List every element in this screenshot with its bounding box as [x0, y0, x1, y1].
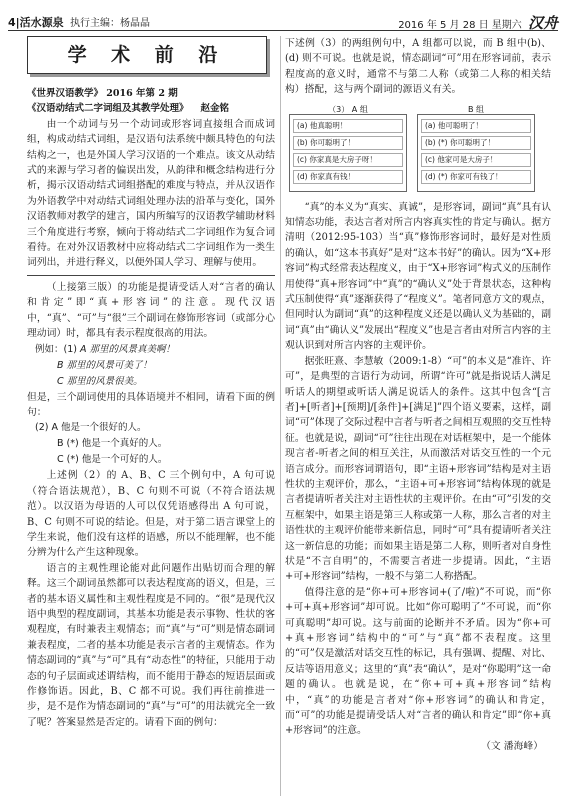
figure-b-box — [417, 114, 535, 192]
abstract-paragraph: 由一个动词与另一个动词或形容词直接组合而成词组，构成动结式词组，是汉语句法系统中颇具特色的句法结构之一，也是外国人学习汉语的一个难点。该文从动结式的来源与学习者的偏误出发，从韵律和概念结构进行分析，揭示汉语动结式词组搭配的难度与特点，并从汉语作为外语教学中对动结式词组处理办法的沿革与变化，国外汉语教师对教学的建言，国内所编写的汉语教学辅助材料三个角度进行考察，倾向于将动结式二字词组作为复合词看待。在对外汉语教材中应将动结式二字词组作为一类生词列出，并进行释义，以便外国人学习、理解与使用。 — [27, 118, 275, 269]
example-2-label: (2) — [35, 422, 49, 434]
figure-a-item: (a) 他真聪明！ — [293, 119, 403, 133]
example-2-c: C (*) 他是一个可好的人。 — [57, 454, 168, 466]
left-column — [27, 36, 275, 730]
right-paragraph-4: 值得注意的是“你+可+形容词+(了/啦)”不可说，而“你+可+真+形容词”却可说。比如“你可聪明了”不可说，而“你可真聪明”却可说。这与前面的论断并不矛盾。因为“你+可+真+形容词”结构中的“可”与“真”都不表程度。这里的“可”仅是激活对话交互性的标记，具有强调、提醒、对比、反诘等语用意义；这里的“真”表“确认”，是对“你聪明”这一命题的确认。也就是说，在“你+可+真+形容词”结构中，“真”的功能是言者对“你+形容词”的确认和肯定，而“可”的功能是提请受话人对“言者的确认和肯定”即“你+真+形容词”的注意。 — [285, 586, 551, 737]
paragraph-4: 上述例（2）的 A、B、C 三个例句中，A 句可说（符合语法规范），B、C 句则不可说（不符合语法规范）。以汉语为母语的人可以仅凭语感得出 A 句可说，B、C 句则不可说的结论。但是，对于第二语言课堂上的学生来说，他们没有这样的语感，所以不能理解，也不能分辨为什么产生这种现象。 — [27, 470, 275, 559]
right-paragraph-3: 据张旺熹、李慧敏（2009:1-8）“可”的本义是“准许、许可”，是典型的言语行为动词，所谓“许可”就是指说话人满足听话人的期望或听话人满足说话人的条件。这其中包含“[言者]+[听者]+[预期]/[条件]+[满足]”四个语义要素，这样，副词“可”体现了交际过程中言者与听者之间相互观照的交互性特征。也就是说，副词“可”往往出现在对话框架中，是一个能体现言者-听者之间的相互关注，从而激活对话交互性的一个元语言成分。而形容词谓语句，即“主语+形容词”结构是对主语性状的主观评价，那么，“主语+可+形容词”结构体现的就是言者提请听者关注对主语性状的主观评价。在由“可”引发的交互框架中，如果主语是第三人称或第一人称，那么言者的对主语性状的主观评价能带来新信息，同时“可”具有提请听者关注这一新信息的功能；而如果主语是第二人称，则听者对自身性状是“不言自明”的，不需要言者进一步提请。因此，“主语+可+形容词”结构，一般不与第二人称搭配。 — [285, 355, 551, 583]
figure-b-item: (d) (*) 你家可有钱了！ — [421, 170, 531, 184]
figure-a-label: （3） A 组 — [328, 104, 368, 114]
page-header — [8, 6, 558, 32]
example-1 — [27, 342, 275, 390]
paragraph-3: 但是，三个副词使用的具体语境并不相同，请看下面的例句： — [27, 391, 275, 418]
article-author: 赵金铭 — [200, 103, 230, 115]
section-title: 学 术 前 沿 — [27, 36, 267, 74]
page-section: 4|活水源泉 — [8, 16, 64, 29]
right-paragraph-1: 下述例（3）的两组例句中，A 组都可以说，而 B 组中(b)、(d) 则不可说。也就是说，情态副词“可”用在形容词前，表示程度高的意义时，通常不与第二人称（或第二人称的相关结构）搭配，这与两个副词的源语义有关。 — [285, 38, 551, 96]
editor-credit: 执行主编：杨晶晶 — [70, 18, 151, 29]
header-rule — [8, 30, 558, 31]
newspaper-logo: 汉舟 — [527, 14, 558, 32]
source-article — [27, 101, 275, 116]
right-paragraph-2: “真”的本义为“真实、真诚”，是形容词，副词“真”具有认知情态功能，表达言者对所言内容真实性的肯定与确认。据方清明（2012:95-103）当“真”修饰形容词时，最好是对性质的确认，如“这本书真好”是对“这本书好”的确认。因为“X+形容词”构式经常表达程度义，由于“X+形容词”构式义的压制作用使得“真+形容词”中“真”的“确认义”处于背景状态，这种构式压制使得“真”逐渐获得了“程度义”。笔者同意方文的观点，但同时认为副词“真”的这种程度义还是以确认义为基础的，副词“真”由“确认义”发展出“程度义”也是言者由对所言内容的主观认识到对所言内容的主观评价。 — [285, 201, 551, 352]
example-3-figure — [289, 102, 551, 192]
example-2-a: A 他是一个很好的人。 — [51, 422, 147, 434]
figure-a-box — [289, 114, 407, 192]
example-1-c: C 那里的风景很美。 — [57, 375, 143, 387]
column-divider — [280, 36, 281, 796]
author-signature: （文 潘海峰） — [481, 740, 543, 752]
example-1-label: 例如：(1) — [35, 343, 77, 355]
figure-b-item: (a) 他可聪明了！ — [421, 119, 531, 133]
article-title: 《汉语动结式二字词组及其教学处理》 — [27, 103, 189, 115]
figure-a-item: (b) 你可聪明了！ — [293, 136, 403, 150]
example-1-a: A 那里的风景真美啊！ — [80, 343, 176, 355]
figure-group-b — [417, 102, 535, 192]
header-left — [8, 14, 150, 30]
figure-b-label: B 组 — [467, 104, 485, 114]
right-column — [285, 36, 551, 754]
figure-b-item: (c) 他家可是大房子！ — [421, 153, 531, 167]
figure-a-item: (c) 你家真是大房子呀！ — [293, 153, 403, 167]
example-1-b: B 那里的风景可美了！ — [57, 359, 153, 371]
figure-a-item: (d) 你家真有钱！ — [293, 170, 403, 184]
source-journal: 《世界汉语教学》 2016 年第 2 期 — [27, 88, 178, 99]
article-separator — [27, 275, 275, 276]
continued-paragraph: （上接第三版）的功能是提请受话人对“言者的确认和肯定”即“真+形容词”的注意。现代汉语中，“真”、“可”与“很”三个副词在修饰形容词（或部分心理动词）时，都具有表示程度很高的用法。 — [27, 281, 275, 340]
figure-b-item: (b) (*) 你可聪明了！ — [421, 136, 531, 150]
issue-date: 2016 年 5 月 28 日 星期六 — [398, 20, 522, 31]
figure-group-a — [289, 102, 407, 192]
example-2-b: B (*) 他是一个真好的人。 — [57, 438, 168, 450]
paragraph-5: 语言的主观性理论能对此问题作出贴切而合理的解释。这三个副词虽然都可以表达程度高的语义，但是，三者的基本语义属性和主观性程度是不同的。“很”是现代汉语中典型的程度副词，其基本功能是表示事物、性状的客观程度，有时兼表主观情态；而“真”与“可”则是情态副词兼表程度，二者的基本功能是表示言者的主观情态。作为情态副词的“真”与“可”具有“动态性”的特征，只能用于动态的句子层面或述谓结构，而不能用于静态的短语层面或作修饰语。因此，B、C 都不可说。我们再往前推进一步，是不是作为情态副词的“真”与“可”的用法就完全一致了呢？答案显然是否定的。请看下面的例句： — [27, 562, 275, 728]
example-2 — [27, 420, 275, 468]
